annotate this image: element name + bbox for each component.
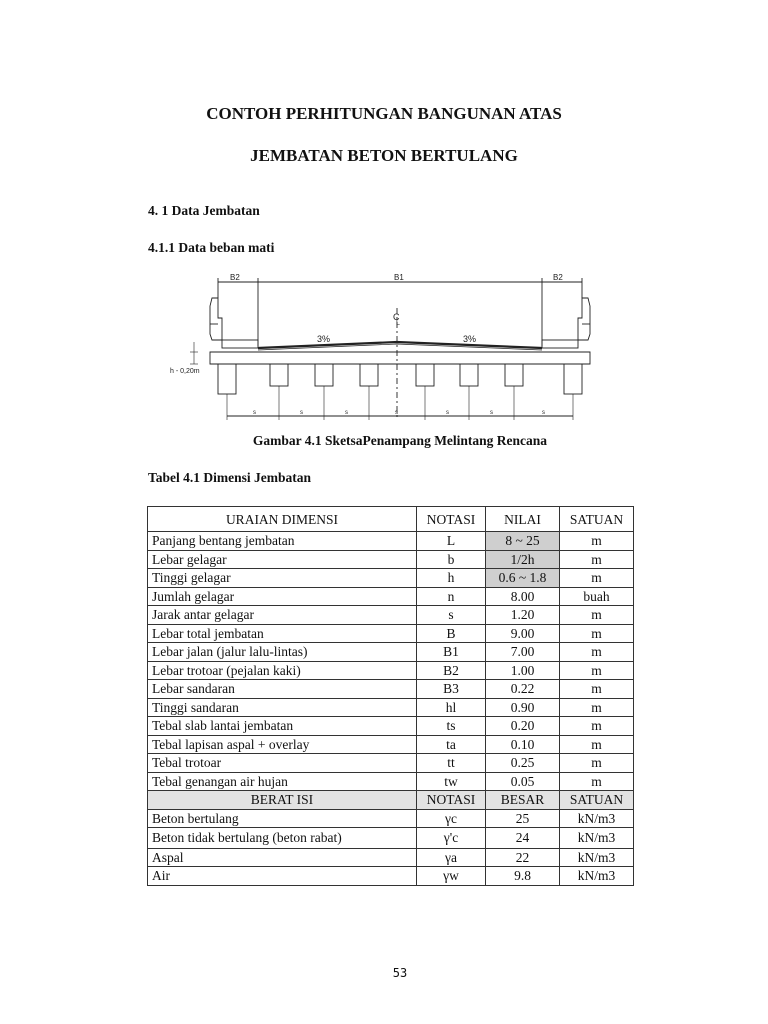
header-nilai: NILAI [486,507,560,532]
cell-uraian: Lebar trotoar (pejalan kaki) [148,661,417,680]
cell-satuan: m [560,569,634,588]
label-s-2: s [300,410,303,416]
table-row [148,867,634,886]
cell-notasi: ta [417,735,486,754]
cell-uraian: Beton tidak bertulang (beton rabat) [148,828,417,849]
table-row [148,754,634,773]
figure-caption: Gambar 4.1 SketsaPenampang Melintang Rencana [252,433,548,448]
table-row [148,717,634,736]
cell-notasi: tt [417,754,486,773]
cell-satuan: m [560,643,634,662]
cell-uraian: Lebar jalan (jalur lalu-lintas) [148,643,417,662]
label-centerline: C [393,312,400,322]
table-row [148,848,634,867]
cell-uraian: Lebar total jembatan [148,624,417,643]
table-header-row [148,507,634,532]
cell-uraian: Aspal [148,848,417,867]
subsection-heading: 4.1.1 Data beban mati [148,240,275,255]
table-row [148,772,634,791]
cell-nilai: 24 [486,828,560,849]
table-row [148,809,634,828]
label-s-1: s [253,410,256,416]
subheader-satuan: SATUAN [560,791,634,810]
cell-satuan: kN/m3 [560,848,634,867]
cell-uraian: Beton bertulang [148,809,417,828]
cell-notasi: hl [417,698,486,717]
label-b2-left: B2 [230,273,240,282]
cell-satuan: m [560,717,634,736]
cell-uraian: Tebal lapisan aspal + overlay [148,735,417,754]
table-row [148,587,634,606]
cell-nilai: 1.20 [486,606,560,625]
document-title-line2: JEMBATAN BETON BERTULANG [250,146,518,165]
table-row [148,661,634,680]
cell-satuan: kN/m3 [560,809,634,828]
header-satuan: SATUAN [560,507,634,532]
cell-notasi: B1 [417,643,486,662]
label-s-6: s [490,410,493,416]
cell-uraian: Tinggi gelagar [148,569,417,588]
cell-notasi: ts [417,717,486,736]
cell-uraian: Lebar sandaran [148,680,417,699]
cell-notasi: γ'c [417,828,486,849]
subheader-berat-isi: BERAT ISI [148,791,417,810]
cell-notasi: b [417,550,486,569]
table-row [148,569,634,588]
cell-satuan: m [560,772,634,791]
cell-satuan: m [560,606,634,625]
page-number: 53 [392,966,408,980]
cell-satuan: m [560,680,634,699]
cell-uraian: Tebal genangan air hujan [148,772,417,791]
table-row [148,606,634,625]
cell-notasi: B3 [417,680,486,699]
cell-satuan: m [560,624,634,643]
label-s-4: s [395,410,398,416]
label-slope-left: 3% [317,334,331,344]
table-subheader-row [148,791,634,810]
cell-nilai: 25 [486,809,560,828]
cell-notasi: tw [417,772,486,791]
cell-notasi: h [417,569,486,588]
table-row [148,643,634,662]
cell-nilai: 9.8 [486,867,560,886]
label-slope-right: 3% [463,334,477,344]
cell-nilai: 0.22 [486,680,560,699]
table-row [148,735,634,754]
right-sidewalk [542,340,578,348]
dimension-table [147,506,634,886]
deck-slab [210,352,590,364]
cell-nilai: 8 ~ 25 [486,532,560,551]
cell-satuan: buah [560,587,634,606]
cell-uraian: Air [148,867,417,886]
cell-notasi: s [417,606,486,625]
cell-nilai: 9.00 [486,624,560,643]
cell-nilai: 0.25 [486,754,560,773]
cell-nilai: 1/2h [486,550,560,569]
cell-notasi: γa [417,848,486,867]
cell-notasi: B2 [417,661,486,680]
cell-satuan: m [560,661,634,680]
cell-satuan: kN/m3 [560,828,634,849]
cell-satuan: m [560,754,634,773]
header-uraian: URAIAN DIMENSI [148,507,417,532]
header-notasi: NOTASI [417,507,486,532]
cell-nilai: 0.10 [486,735,560,754]
cell-uraian: Panjang bentang jembatan [148,532,417,551]
cell-nilai: 7.00 [486,643,560,662]
document-title-line1: CONTOH PERHITUNGAN BANGUNAN ATAS [206,104,562,123]
table-row [148,828,634,849]
cell-satuan: m [560,550,634,569]
subheader-notasi: NOTASI [417,791,486,810]
cell-uraian: Tebal trotoar [148,754,417,773]
cell-satuan: m [560,532,634,551]
cell-nilai: 0.6 ~ 1.8 [486,569,560,588]
label-h: h - 0,20m [170,368,200,375]
girders [218,364,582,394]
label-centerline-sub: L [396,320,400,327]
cell-nilai: 0.05 [486,772,560,791]
cell-nilai: 22 [486,848,560,867]
label-s-7: s [542,410,545,416]
right-parapet [578,298,590,340]
cell-notasi: γw [417,867,486,886]
label-b2-right: B2 [553,273,563,282]
cell-nilai: 1.00 [486,661,560,680]
cell-uraian: Jarak antar gelagar [148,606,417,625]
label-s-5: s [446,410,449,416]
cell-uraian: Jumlah gelagar [148,587,417,606]
label-s-3: s [345,410,348,416]
cell-satuan: m [560,735,634,754]
table-row [148,698,634,717]
table-caption: Tabel 4.1 Dimensi Jembatan [148,470,312,485]
label-b1: B1 [394,273,404,282]
cell-nilai: 0.20 [486,717,560,736]
cell-notasi: B [417,624,486,643]
asphalt-surface [258,342,542,348]
table-row [148,550,634,569]
left-parapet [210,298,222,340]
cell-nilai: 8.00 [486,587,560,606]
cell-notasi: L [417,532,486,551]
section-heading: 4. 1 Data Jembatan [148,203,260,218]
cell-uraian: Tinggi sandaran [148,698,417,717]
subheader-besar: BESAR [486,791,560,810]
table-row [148,624,634,643]
cell-notasi: γc [417,809,486,828]
left-sidewalk [222,340,258,348]
bridge-cross-section-figure [160,268,600,428]
cell-satuan: m [560,698,634,717]
cell-uraian: Lebar gelagar [148,550,417,569]
table-row [148,680,634,699]
table-row [148,532,634,551]
cell-satuan: kN/m3 [560,867,634,886]
cell-nilai: 0.90 [486,698,560,717]
cell-notasi: n [417,587,486,606]
cell-uraian: Tebal slab lantai jembatan [148,717,417,736]
